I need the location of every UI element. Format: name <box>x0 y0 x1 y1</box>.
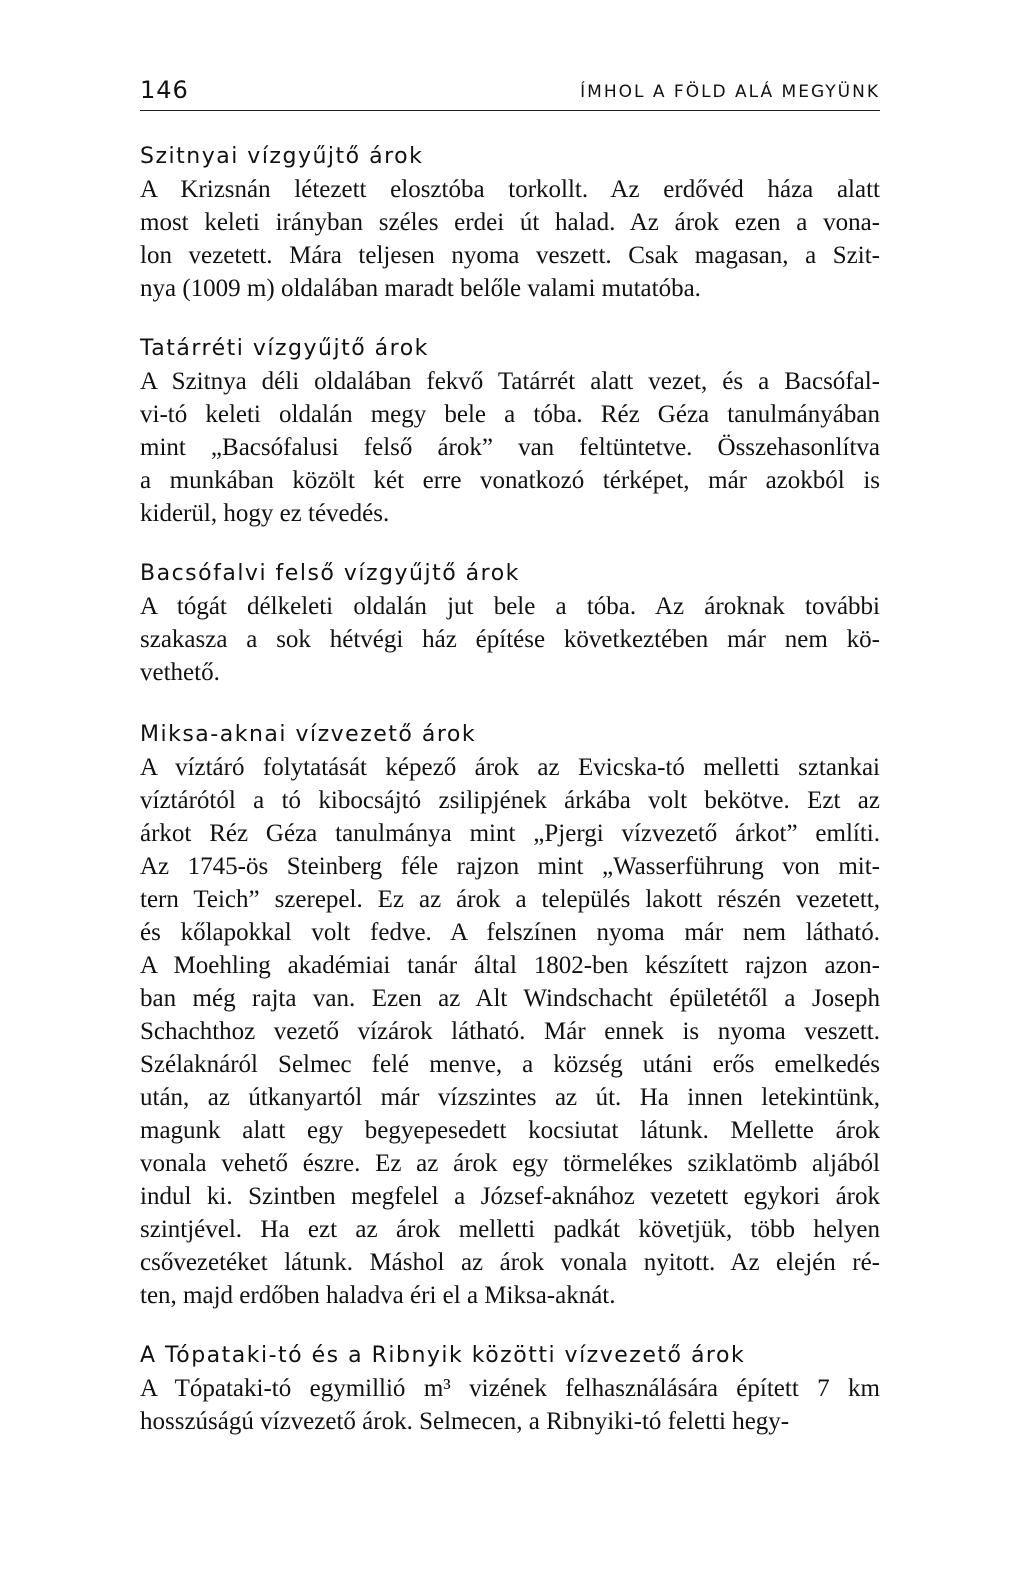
text-line: A Szitnya déli oldalában fekvő Tatárrét alatt vezet, és a Bacsófal- <box>140 368 880 395</box>
section <box>140 333 880 530</box>
text-line: magunk alatt egy begyepesedett kocsiutat látunk. Mellette árok <box>140 1117 880 1144</box>
section-body <box>140 590 880 689</box>
text-line: szintjével. Ha ezt az árok melletti padkát követjük, több helyen <box>140 1216 880 1243</box>
text-line: és kőlapokkal volt fedve. A felszínen nyoma már nem látható. <box>140 919 880 946</box>
text-line: árkot Réz Géza tanulmánya mint „Pjergi vízvezető árkot” említi. <box>140 820 880 847</box>
text-line: vethető. <box>140 659 220 686</box>
section-body <box>140 173 880 305</box>
page-number: 146 <box>140 76 189 104</box>
text-line: csővezetéket látunk. Máshol az árok vonala nyitott. Az elején ré- <box>140 1249 880 1276</box>
text-line: tern Teich” szerepel. Ez az árok a település lakott részén vezetett, <box>140 886 880 913</box>
text-line: vonala vehető észre. Ez az árok egy törmelékes sziklatömb aljából <box>140 1150 880 1177</box>
section-title: Tatárréti vízgyűjtő árok <box>140 336 429 361</box>
text-line: víztárótól a tó kibocsájtó zsilipjének árkába volt bekötve. Ezt az <box>140 787 880 814</box>
text-line: indul ki. Szintben megfelel a József-aknához vezetett egykori árok <box>140 1183 880 1210</box>
text-line: ten, majd erdőben haladva éri el a Miksa-aknát. <box>140 1282 616 1309</box>
text-line: most keleti irányban széles erdei út halad. Az árok ezen a vona- <box>140 209 880 236</box>
page-content <box>140 141 880 1438</box>
text-line: után, az útkanyartól már vízszintes az út. Ha innen letekintünk, <box>140 1084 880 1111</box>
text-line: Szélaknáról Selmec felé menve, a község utáni erős emelkedés <box>140 1051 880 1078</box>
text-line: vi-tó keleti oldalán megy bele a tóba. Réz Géza tanulmányában <box>140 401 880 428</box>
section-title: Szitnyai vízgyűjtő árok <box>140 144 424 169</box>
section-body <box>140 365 880 530</box>
text-line: mint „Bacsófalusi felső árok” van feltüntetve. Összehasonlítva <box>140 434 880 461</box>
text-line: Az 1745-ös Steinberg féle rajzon mint „Wasserführung von mit- <box>140 853 880 880</box>
section <box>140 719 880 1312</box>
text-line: ban még rajta van. Ezen az Alt Windschacht épületétől a Joseph <box>140 985 880 1012</box>
text-line: A víztáró folytatását képező árok az Evicska-tó melletti sztankai <box>140 754 880 781</box>
section <box>140 141 880 305</box>
running-head: ÍMHOL A FÖLD ALÁ MEGYÜNK <box>580 82 880 102</box>
text-line: A Krizsnán létezett elosztóba torkollt. Az erdővéd háza alatt <box>140 176 880 203</box>
section-title: Miksa-aknai vízvezető árok <box>140 722 477 747</box>
section-body <box>140 751 880 1312</box>
text-line: lon vezetett. Mára teljesen nyoma veszett. Csak magasan, a Szit- <box>140 242 880 269</box>
book-page <box>140 60 880 1438</box>
section <box>140 558 880 689</box>
text-line: hosszúságú vízvezető árok. Selmecen, a Ribnyiki-tó feletti hegy- <box>140 1408 790 1435</box>
text-line: szakasza a sok hétvégi ház építése következtében már nem kö- <box>140 626 880 653</box>
text-line: A tógát délkeleti oldalán jut bele a tóba. Az ároknak további <box>140 593 880 620</box>
text-line: kiderül, hogy ez tévedés. <box>140 500 390 527</box>
page-header <box>140 60 880 111</box>
section-title: Bacsófalvi felső vízgyűjtő árok <box>140 561 520 586</box>
text-line: a munkában közölt két erre vonatkozó térképet, már azokból is <box>140 467 880 494</box>
section <box>140 1340 880 1438</box>
text-line: Schachthoz vezető vízárok látható. Már ennek is nyoma veszett. <box>140 1018 880 1045</box>
section-title: A Tópataki-tó és a Ribnyik közötti vízvezető árok <box>140 1343 746 1368</box>
text-line: nya (1009 m) oldalában maradt belőle valami mutatóba. <box>140 275 701 302</box>
text-line: A Tópataki-tó egymillió m³ vizének felhasználására épített 7 km <box>140 1375 880 1402</box>
section-body <box>140 1372 880 1438</box>
text-line: A Moehling akadémiai tanár által 1802-ben készített rajzon azon- <box>140 952 880 979</box>
